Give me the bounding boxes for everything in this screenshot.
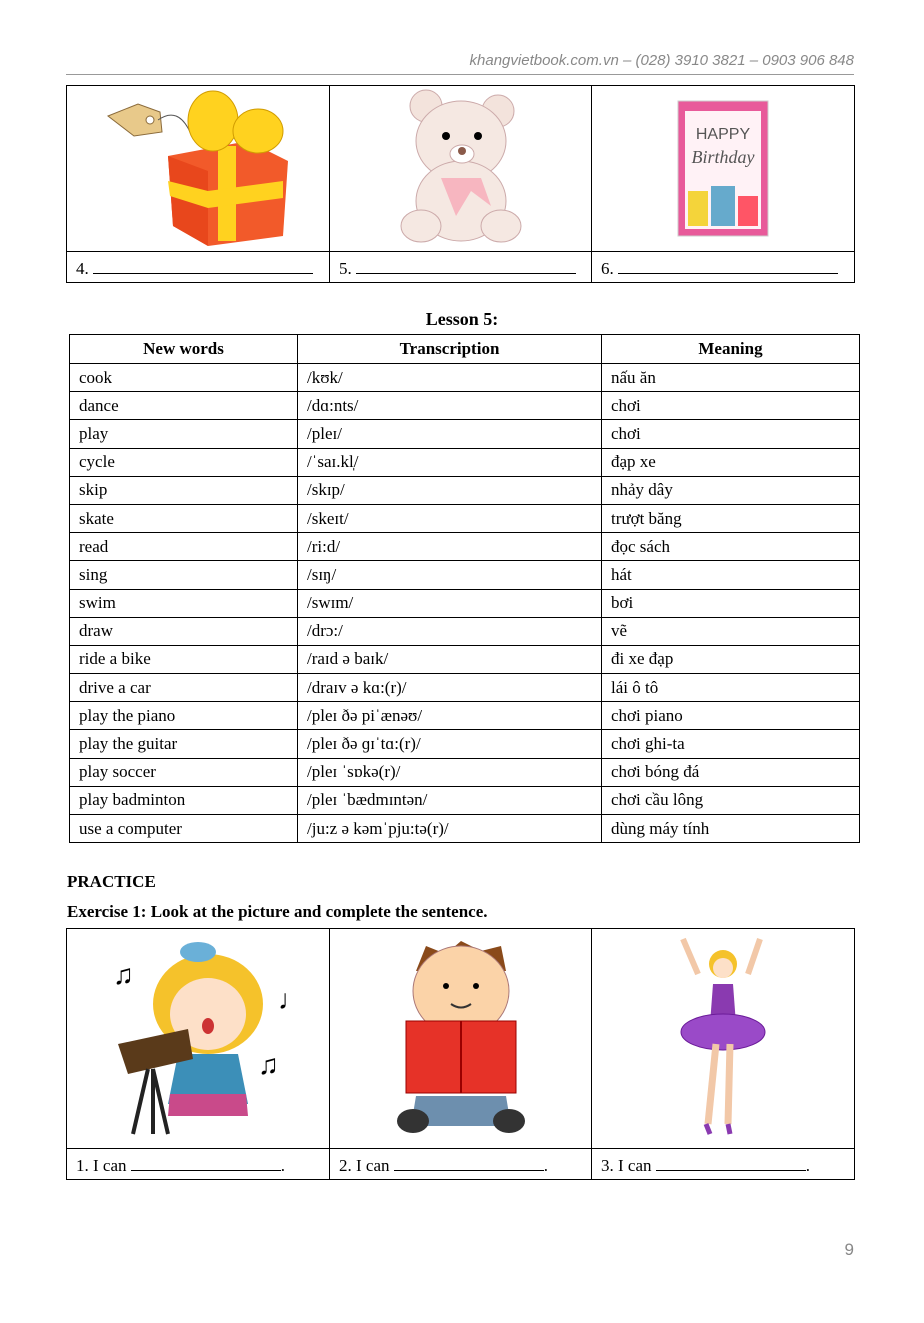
exercise-answer-1[interactable] bbox=[67, 1149, 330, 1180]
cell-word: read bbox=[70, 533, 298, 561]
girl-singing-icon bbox=[67, 929, 330, 1149]
cell-word: play badminton bbox=[70, 786, 298, 814]
cell-meaning: nhảy dây bbox=[602, 476, 860, 504]
answer-blank[interactable] bbox=[618, 259, 838, 274]
answer-label: 1. I can bbox=[76, 1156, 127, 1175]
cell-transcription: /skɪp/ bbox=[298, 476, 602, 504]
cell-transcription: /drɔ:/ bbox=[298, 617, 602, 645]
cell-transcription: /ri:d/ bbox=[298, 533, 602, 561]
cell-meaning: vẽ bbox=[602, 617, 860, 645]
answer-blank[interactable] bbox=[394, 1156, 544, 1171]
answer-period: . bbox=[805, 1156, 811, 1175]
birthday-card-icon bbox=[592, 86, 855, 252]
column-header: Meaning bbox=[602, 335, 860, 364]
cell-word: play soccer bbox=[70, 758, 298, 786]
table-row bbox=[70, 730, 860, 758]
column-header: Transcription bbox=[298, 335, 602, 364]
cell-transcription: /draɪv ə kɑ:(r)/ bbox=[298, 674, 602, 702]
gift-box-icon bbox=[67, 86, 330, 252]
cell-word: cook bbox=[70, 364, 298, 392]
table-row bbox=[70, 702, 860, 730]
answer-period: . bbox=[543, 1156, 549, 1175]
svg-text:♫: ♫ bbox=[113, 959, 134, 991]
cell-meaning: chơi cầu lông bbox=[602, 786, 860, 814]
table-row bbox=[70, 364, 860, 392]
card-happy-text: HAPPY bbox=[695, 126, 751, 143]
cell-meaning: nấu ăn bbox=[602, 364, 860, 392]
cell-meaning: chơi piano bbox=[602, 702, 860, 730]
answer-label: 2. I can bbox=[339, 1156, 390, 1175]
table-row bbox=[70, 815, 860, 843]
table-row bbox=[70, 674, 860, 702]
cell-word: play bbox=[70, 420, 298, 448]
cell-transcription: /ˈsaɪ.kl̩/ bbox=[298, 448, 602, 476]
cell-transcription: /swɪm/ bbox=[298, 589, 602, 617]
cell-transcription: /kʊk/ bbox=[298, 364, 602, 392]
cell-transcription: /pleɪ ðə ɡɪˈtɑ:(r)/ bbox=[298, 730, 602, 758]
svg-text:♩: ♩ bbox=[278, 984, 306, 1016]
cell-transcription: /pleɪ/ bbox=[298, 420, 602, 448]
table-row bbox=[70, 533, 860, 561]
cell-meaning: dùng máy tính bbox=[602, 815, 860, 843]
cell-meaning: đạp xe bbox=[602, 448, 860, 476]
cell-transcription: /ju:z ə kəmˈpju:tə(r)/ bbox=[298, 815, 602, 843]
cell-transcription: /sɪŋ/ bbox=[298, 561, 602, 589]
column-header: New words bbox=[70, 335, 298, 364]
cell-meaning: đọc sách bbox=[602, 533, 860, 561]
cell-word: skip bbox=[70, 476, 298, 504]
cell-word: cycle bbox=[70, 448, 298, 476]
practice-heading: PRACTICE bbox=[67, 872, 156, 891]
answer-blank[interactable] bbox=[131, 1156, 281, 1171]
cell-word: use a computer bbox=[70, 815, 298, 843]
table-row bbox=[70, 420, 860, 448]
cell-word: sing bbox=[70, 561, 298, 589]
ballerina-dancing-icon bbox=[592, 929, 855, 1149]
table-row bbox=[70, 786, 860, 814]
cell-transcription: /raɪd ə baɪk/ bbox=[298, 645, 602, 673]
answer-5[interactable] bbox=[330, 252, 592, 283]
cell-meaning: chơi bóng đá bbox=[602, 758, 860, 786]
table-row bbox=[70, 758, 860, 786]
top-pictures-table bbox=[66, 85, 855, 283]
cell-meaning: đi xe đạp bbox=[602, 645, 860, 673]
lesson-title: Lesson 5: bbox=[425, 309, 499, 329]
cell-meaning: lái ô tô bbox=[602, 674, 860, 702]
table-row bbox=[70, 561, 860, 589]
cell-transcription: /pleɪ ˈbædmɪntən/ bbox=[298, 786, 602, 814]
card-birthday-text: Birthday bbox=[691, 147, 755, 167]
cell-meaning: bơi bbox=[602, 589, 860, 617]
table-row bbox=[70, 476, 860, 504]
answer-period: . bbox=[280, 1156, 286, 1175]
answer-blank[interactable] bbox=[356, 259, 576, 274]
cell-word: skate bbox=[70, 504, 298, 532]
cell-word: drive a car bbox=[70, 674, 298, 702]
exercise-answer-2[interactable] bbox=[330, 1149, 592, 1180]
cell-word: ride a bike bbox=[70, 645, 298, 673]
table-row bbox=[70, 392, 860, 420]
cell-transcription: /pleɪ ðə piˈænəʊ/ bbox=[298, 702, 602, 730]
exercise-title: Exercise 1: Look at the picture and complete the sentence. bbox=[67, 902, 488, 921]
page-number: 9 bbox=[844, 1240, 854, 1259]
cell-meaning: chơi ghi-ta bbox=[602, 730, 860, 758]
table-row bbox=[70, 448, 860, 476]
table-row bbox=[70, 589, 860, 617]
table-row bbox=[70, 617, 860, 645]
answer-label: 5. bbox=[339, 259, 352, 278]
table-row bbox=[70, 504, 860, 532]
svg-text:♫: ♫ bbox=[258, 1049, 279, 1081]
cell-word: draw bbox=[70, 617, 298, 645]
cell-transcription: /skeɪt/ bbox=[298, 504, 602, 532]
answer-label: 4. bbox=[76, 259, 89, 278]
header-contact: khangvietbook.com.vn – (028) 3910 3821 – 0903 906 848 bbox=[66, 52, 854, 75]
answer-6[interactable] bbox=[592, 252, 855, 283]
exercise-answer-3[interactable] bbox=[592, 1149, 855, 1180]
boy-reading-icon bbox=[330, 929, 592, 1149]
answer-label: 6. bbox=[601, 259, 614, 278]
teddy-bear-icon bbox=[330, 86, 592, 252]
cell-meaning: chơi bbox=[602, 420, 860, 448]
cell-transcription: /pleɪ ˈsɒkə(r)/ bbox=[298, 758, 602, 786]
cell-meaning: trượt băng bbox=[602, 504, 860, 532]
answer-4[interactable] bbox=[67, 252, 330, 283]
cell-meaning: chơi bbox=[602, 392, 860, 420]
exercise-pictures-table bbox=[66, 928, 855, 1180]
cell-word: play the piano bbox=[70, 702, 298, 730]
answer-blank[interactable] bbox=[93, 259, 313, 274]
cell-word: dance bbox=[70, 392, 298, 420]
cell-transcription: /dɑ:nts/ bbox=[298, 392, 602, 420]
table-row bbox=[70, 645, 860, 673]
cell-word: play the guitar bbox=[70, 730, 298, 758]
cell-meaning: hát bbox=[602, 561, 860, 589]
cell-word: swim bbox=[70, 589, 298, 617]
answer-blank[interactable] bbox=[656, 1156, 806, 1171]
answer-label: 3. I can bbox=[601, 1156, 652, 1175]
vocabulary-table bbox=[69, 334, 860, 843]
table-header-row bbox=[70, 335, 860, 364]
